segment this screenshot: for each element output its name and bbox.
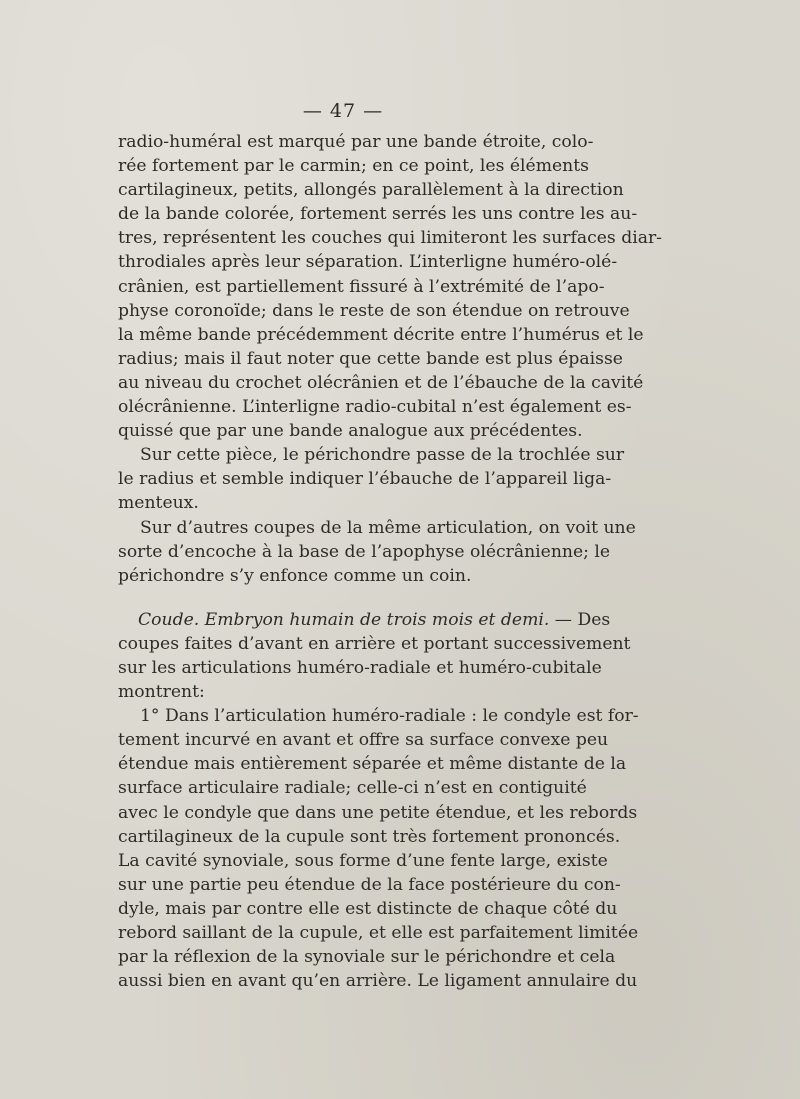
text-line: la même bande précédemment décrite entre l’humérus et le	[118, 324, 644, 345]
text-line: throdiales après leur séparation. L’interligne huméro-olé-	[118, 252, 618, 273]
text-line: radius; mais il faut noter que cette bande est plus épaisse	[118, 348, 623, 369]
caption-continuation: — Des	[549, 609, 611, 630]
text-line: rebord saillant de la cupule, et elle est parfaitement limitée	[118, 923, 639, 943]
text-line: surface articulaire radiale; celle-ci n’est en contiguité	[118, 778, 587, 799]
body-text	[118, 130, 662, 993]
text-line: aussi bien en avant qu’en arrière. Le ligament annulaire du	[118, 971, 638, 992]
text-line: 1° Dans l’articulation huméro-radiale : le condyle est for-	[140, 706, 639, 727]
text-line: dyle, mais par contre elle est distincte de chaque côté du	[118, 898, 618, 919]
text-line: tement incurvé en avant et offre sa surface convexe peu	[118, 730, 609, 751]
text-line: tres, représentent les couches qui limiteront les surfaces diar-	[118, 228, 662, 249]
text-line: avec le condyle que dans une petite étendue, et les rebords	[118, 802, 638, 823]
text-line: Sur cette pièce, le périchondre passe de la trochlée sur	[140, 445, 625, 466]
text-line: olécrânienne. L’interligne radio-cubital n’est également es-	[118, 397, 632, 418]
text-line: cartilagineux de la cupule sont très fortement prononcés.	[118, 826, 621, 847]
text-line: rée fortement par le carmin; en ce point, les éléments	[118, 156, 589, 177]
text-line: sur une partie peu étendue de la face postérieure du con-	[118, 874, 621, 895]
text-line: périchondre s’y enfonce comme un coin.	[118, 565, 472, 586]
text-line: au niveau du crochet olécrânien et de l’ébauche de la cavité	[118, 372, 644, 393]
text-line: sorte d’encoche à la base de l’apophyse olécrânienne; le	[118, 541, 611, 562]
text-line: de la bande colorée, fortement serrés les uns contre les au-	[118, 204, 638, 225]
text-line: le radius et semble indiquer l’ébauche de l’appareil liga-	[118, 469, 612, 490]
section-gap	[118, 588, 560, 608]
text-line: quissé que par une bande analogue aux précédentes.	[118, 421, 583, 442]
paragraph-group-2	[118, 632, 639, 993]
text-line: coupes faites d’avant en arrière et portant successivement	[118, 633, 631, 654]
text-line: physe coronoïde; dans le reste de son étendue on retrouve	[118, 300, 630, 321]
text-line: crânien, est partiellement fissuré à l’extrémité de l’apo-	[118, 276, 605, 297]
page-number: — 47 —	[302, 100, 384, 122]
text-line: par la réflexion de la synoviale sur le périchondre et cela	[118, 947, 616, 968]
text-line: cartilagineux, petits, allongés parallèlement à la direction	[118, 180, 624, 201]
text-line: La cavité synoviale, sous forme d’une fente large, existe	[118, 850, 608, 871]
text-line: Sur d’autres coupes de la même articulation, on voit une	[140, 517, 636, 538]
text-line: montrent:	[118, 682, 205, 703]
section-caption: Coude. Embryon humain de trois mois et demi.	[138, 609, 550, 630]
text-line: menteux.	[118, 493, 199, 514]
text-line: radio-huméral est marqué par une bande étroite, colo-	[118, 132, 594, 152]
text-line: sur les articulations huméro-radiale et huméro-cubitale	[118, 657, 602, 678]
paragraph-group-1	[118, 130, 662, 588]
caption-line	[118, 608, 611, 632]
text-line: étendue mais entièrement séparée et même distante de la	[118, 754, 627, 775]
